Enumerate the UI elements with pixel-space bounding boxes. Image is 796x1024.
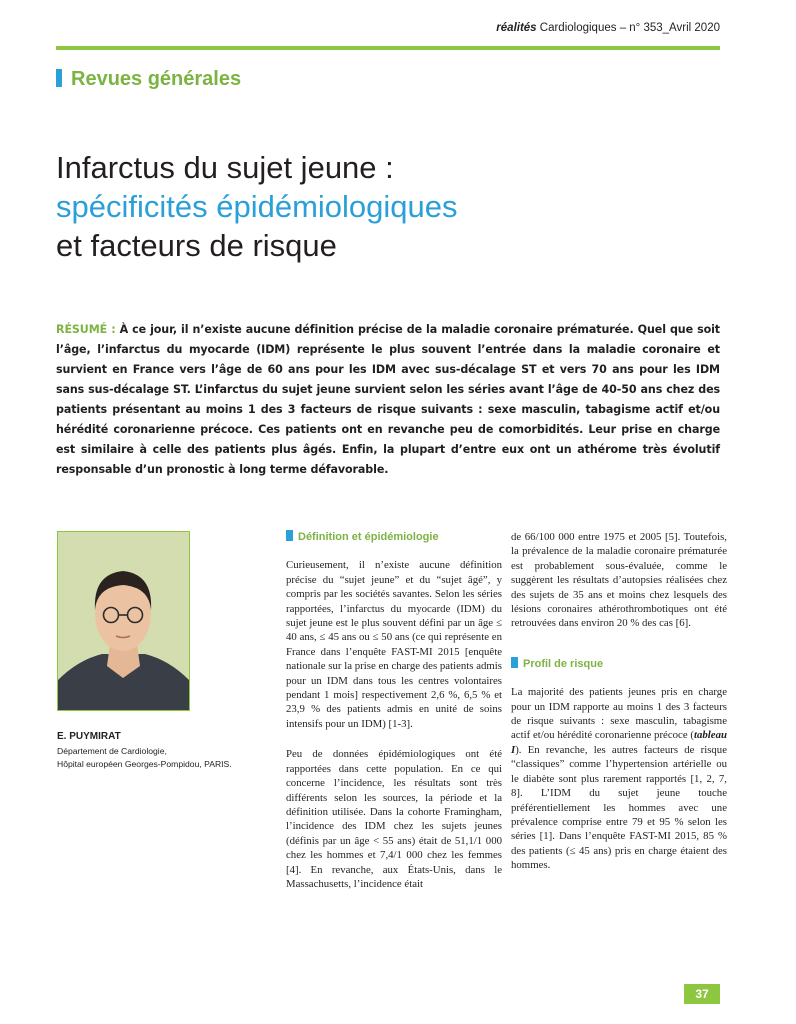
page-number: 37	[684, 984, 720, 1004]
heading-risk-text: Profil de risque	[523, 657, 604, 670]
title-line-3: et facteurs de risque	[56, 228, 337, 263]
abstract	[56, 320, 720, 480]
section-label-text: Revues générales	[71, 68, 242, 90]
abstract-text: À ce jour, il n’existe aucune définition précise de la maladie coronaire prématurée. Quel que soit l’âge, l’infarctus du myocarde (IDM) représente le plus souvent l’entrée dans la maladie coronaire et survient en France vers l’âge de 60 ans pour les IDM avec sus-décalage ST et vers 70 ans pour les IDM sans sus-décalage ST. L’infarctus du sujet jeune survient selon les séries avant l’âge de 40-50 ans chez des patients présentant au moins 1 des 3 facteurs de risque suivants : sexe masculin, tabagisme actif et/ou hérédité coronarienne précoce. Ces patients ont en revanche peu de comorbidités. Leur prise en charge est similaire à celle des patients plus âgés. Enfin, la plupart d’entre eux ont un athérome très évolutif responsable d’un pronostic à long terme défavorable.	[56, 323, 720, 476]
paragraph-risk-1	[511, 685, 727, 872]
journal-brand: réalités	[496, 22, 537, 34]
author-affiliation	[57, 745, 232, 771]
heading-definition	[286, 530, 502, 544]
abstract-label: RÉSUMÉ :	[56, 323, 116, 336]
section-label	[56, 68, 241, 91]
table-reference-link[interactable]: tableau I	[511, 729, 727, 756]
author-photo	[57, 531, 190, 711]
journal-header	[496, 22, 720, 34]
heading-marker	[286, 530, 293, 541]
heading-marker	[511, 657, 518, 668]
column-right	[511, 530, 727, 873]
author-dept-line-2: Hôpital européen Georges-Pompidou, PARIS.	[57, 759, 232, 769]
paragraph-definition-1: Curieusement, il n’existe aucune définition précise du “sujet jeune” et du “sujet âgé”, y compris par les sociétés savantes. Selon les séries rapportées, l’infarctus du myocarde (IDM) du sujet jeune est le plus souvent défini par un âge ≤ 40 ans, ≤ 45 ans ou ≤ 50 ans (ce qui représente en France dans l’enquête FAST-MI 2015 [enquête nationale sur la prise en charge des patients admis pour un IDM dans tous les centres volontaires pendant 1 mois] respectivement 2,6 %, 6,5 % et 23,9 % des patients admis en unité de soins intensifs pour un IDM) [1-3].	[286, 559, 502, 730]
risk-text-part-2: ). En revanche, les autres facteurs de risque “classiques” comme l’hypertension artérielle ou le diabète sont plus rarement rapportés [1, 2, 7, 8]. L’IDM du sujet jeune touche préférentiellement les hommes avec une prévalence comprise entre 79 et 95 % selon les séries [1]. Dans l’enquête FAST-MI 2015, 85 % des patients (≤ 45 ans) pris en charge étaient des hommes.	[511, 743, 727, 872]
paragraph-definition-2: Peu de données épidémiologiques ont été rapportées dans cette population. En ce qui concerne l’incidence, les résultats sont très différents selon les sources, la période et la définition utilisée. Dans la cohorte Framingham, l’incidence des IDM chez les sujets jeunes (définis par un âge < 55 ans) était de 51,1/1 000 chez les hommes et 7,4/1 000 chez les femmes [4]. En revanche, aux États-Unis, dans le Massachusetts, l’incidence était	[286, 748, 502, 890]
author-portrait-image	[58, 532, 189, 710]
heading-definition-text: Définition et épidémiologie	[298, 531, 439, 543]
author-dept-line-1: Département de Cardiologie,	[57, 746, 167, 756]
risk-text-part-1: La majorité des patients jeunes pris en charge pour un IDM rapporte au moins 1 des 3 facteurs de risque suivants : sexe masculin, tabagisme actif et/ou hérédité coronarienne précoce (	[511, 686, 727, 742]
column-middle	[286, 530, 502, 891]
header-rule	[56, 46, 720, 50]
article-title	[56, 148, 736, 265]
heading-risk	[511, 657, 727, 671]
title-line-1: Infarctus du sujet jeune :	[56, 150, 394, 185]
journal-issue: Cardiologiques – n° 353_Avril 2020	[539, 22, 720, 34]
paragraph-definition-3: de 66/100 000 entre 1975 et 2005 [5]. Toutefois, la prévalence de la maladie coronaire prématurée est probablement sous-évaluée, comme le suggèrent les résultats d’autopsies réalisées chez des sujets de 35 ans et moins chez lesquels des lésions coronaires athérothrombotiques ont été retrouvées dans environ 20 % des cas [6].	[511, 531, 727, 630]
section-marker	[56, 69, 62, 87]
title-line-2: spécificités épidémiologiques	[56, 189, 458, 224]
author-name: E. PUYMIRAT	[57, 731, 121, 742]
